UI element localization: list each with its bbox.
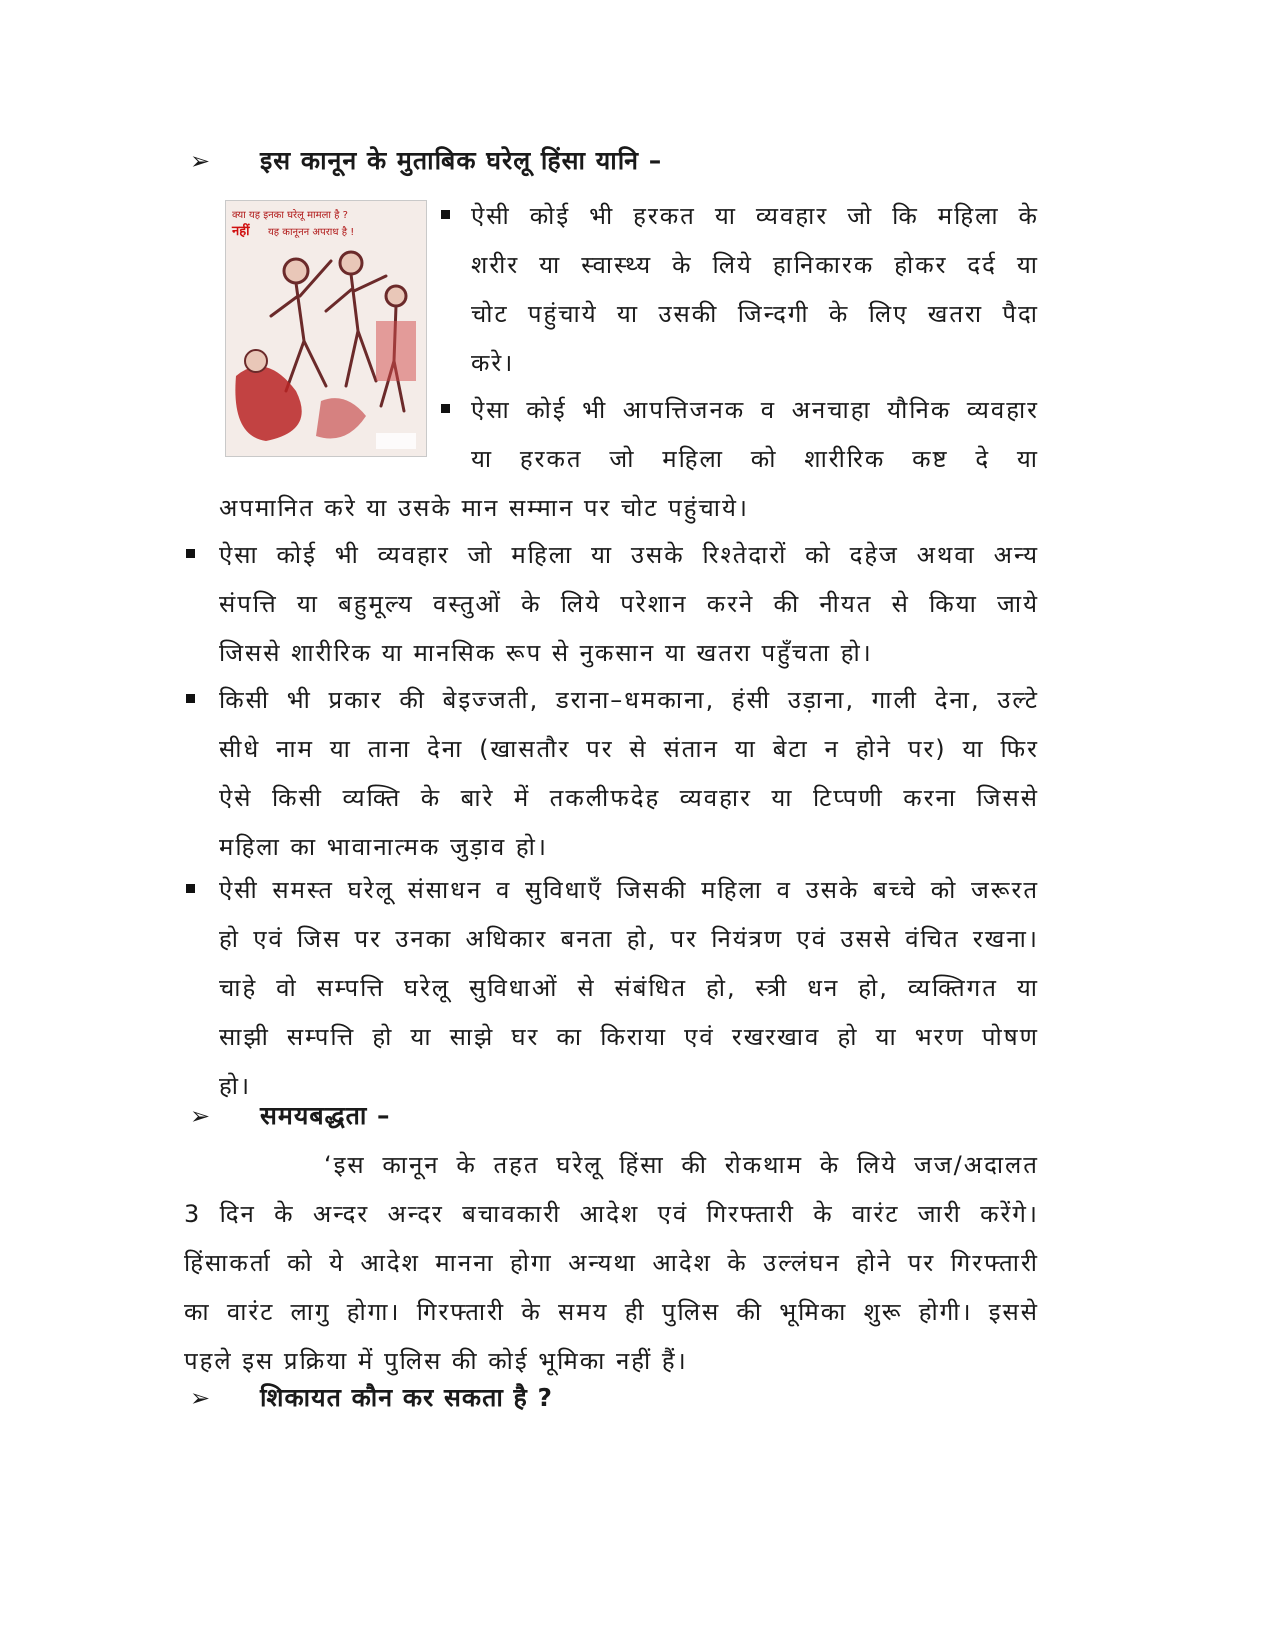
bullet-item-1 [471, 192, 1039, 388]
arrow-bullet-icon: ➢ [190, 147, 212, 175]
text-line: पहले इस प्रक्रिया में पुलिस की कोई भूमिका नहीं हैं। [184, 1347, 688, 1375]
bullet-item-4 [219, 676, 1039, 872]
text-line: हो एवं जिस पर उनका अधिकार बनता हो, पर नियंत्रण एवं उससे वंचित रखना। [219, 925, 1039, 953]
section-heading-domestic-violence [190, 143, 662, 177]
text-line: चोट पहुंचाये या उसकी जिन्दगी के लिए खतरा पैदा [471, 300, 1039, 328]
bullet-square-icon [186, 884, 195, 893]
text-line: जिससे शारीरिक या मानसिक रूप से नुकसान या खतरा पहुँचता हो। [219, 639, 873, 667]
text-line: करे। [471, 349, 515, 377]
text-line: 3 दिन के अन्दर अन्दर बचावकारी आदेश एवं गिरफ्तारी के वारंट जारी करेंगे। [184, 1200, 1039, 1228]
text-line: ऐसी कोई भी हरकत या व्यवहार जो कि महिला के [471, 202, 1039, 230]
heading-text: शिकायत कौन कर सकता है ? [260, 1383, 553, 1412]
text-line: चाहे वो सम्पत्ति घरेलू सुविधाओं से संबंधित हो, स्त्री धन हो, व्यक्तिगत या [219, 974, 1039, 1002]
bullet-square-icon [441, 404, 450, 413]
bullet-square-icon [186, 549, 195, 558]
text-line: ऐसा कोई भी व्यवहार जो महिला या उसके रिश्तेदारों को दहेज अथवा अन्य [219, 541, 1039, 569]
poster-caption-red-word: नहीं [232, 224, 250, 239]
text-line: सीधे नाम या ताना देना (खासतौर पर से संतान या बेटा न होने पर) या फिर [219, 735, 1039, 763]
bullet-item-2 [471, 386, 1039, 484]
time-bound-paragraph [184, 1190, 1039, 1386]
text-line: शरीर या स्वास्थ्य के लिये हानिकारक होकर दर्द या [471, 251, 1039, 279]
bullet-item-2-continuation [219, 484, 1039, 533]
text-line: हो। [219, 1072, 252, 1100]
bullet-square-icon [186, 694, 195, 703]
heading-text: इस कानून के मुताबिक घरेलू हिंसा यानि – [260, 146, 663, 175]
heading-text: समयबद्धता – [260, 1101, 391, 1130]
poster-caption-line1: क्या यह इनका घरेलू मामला है ? [232, 210, 348, 221]
text-line: किसी भी प्रकार की बेइज्जती, डराना–धमकाना, हंसी उड़ाना, गाली देना, उल्टे [219, 686, 1039, 714]
text-line: ऐसा कोई भी आपत्तिजनक व अनचाहा यौनिक व्यवहार [471, 396, 1039, 424]
text-line: का वारंट लागु होगा। गिरफ्तारी के समय ही पुलिस की भूमिका शुरू होगी। इससे [184, 1298, 1039, 1326]
text-line: ऐसे किसी व्यक्ति के बारे में तकलीफदेह व्यवहार या टिप्पणी करना जिससे [219, 784, 1039, 812]
text-line: साझी सम्पत्ति हो या साझे घर का किराया एवं रखरखाव हो या भरण पोषण [219, 1023, 1039, 1051]
section-heading-time-bound [190, 1098, 391, 1132]
bullet-item-3 [219, 531, 1039, 678]
text-line: ऐसी समस्त घरेलू संसाधन व सुविधाएँ जिसकी महिला व उसके बच्चे को जरूरत [219, 876, 1039, 904]
time-bound-paragraph-first-line [324, 1141, 1039, 1190]
text-line: अपमानित करे या उसके मान सम्मान पर चोट पहुंचाये। [219, 494, 749, 522]
text-line: महिला का भावानात्मक जुड़ाव हो। [219, 833, 548, 861]
section-heading-who-can-complain [190, 1380, 553, 1414]
text-line: हिंसाकर्ता को ये आदेश मानना होगा अन्यथा आदेश के उल्लंघन होने पर गिरफ्तारी [184, 1249, 1039, 1277]
bullet-item-5 [219, 866, 1039, 1111]
poster-caption-line2: यह कानूनन अपराध है ! [268, 227, 355, 238]
text-line: ‘इस कानून के तहत घरेलू हिंसा की रोकथाम के लिये जज/अदालत [324, 1151, 1039, 1179]
bullet-square-icon [441, 210, 450, 219]
arrow-bullet-icon: ➢ [190, 1384, 212, 1412]
arrow-bullet-icon: ➢ [190, 1102, 212, 1130]
poster-illustration [226, 201, 426, 456]
text-line: या हरकत जो महिला को शारीरिक कष्ट दे या [471, 445, 1039, 473]
text-line: संपत्ति या बहुमूल्य वस्तुओं के लिये परेशान करने की नीयत से किया जाये [219, 590, 1039, 618]
domestic-violence-poster-image [225, 200, 427, 457]
